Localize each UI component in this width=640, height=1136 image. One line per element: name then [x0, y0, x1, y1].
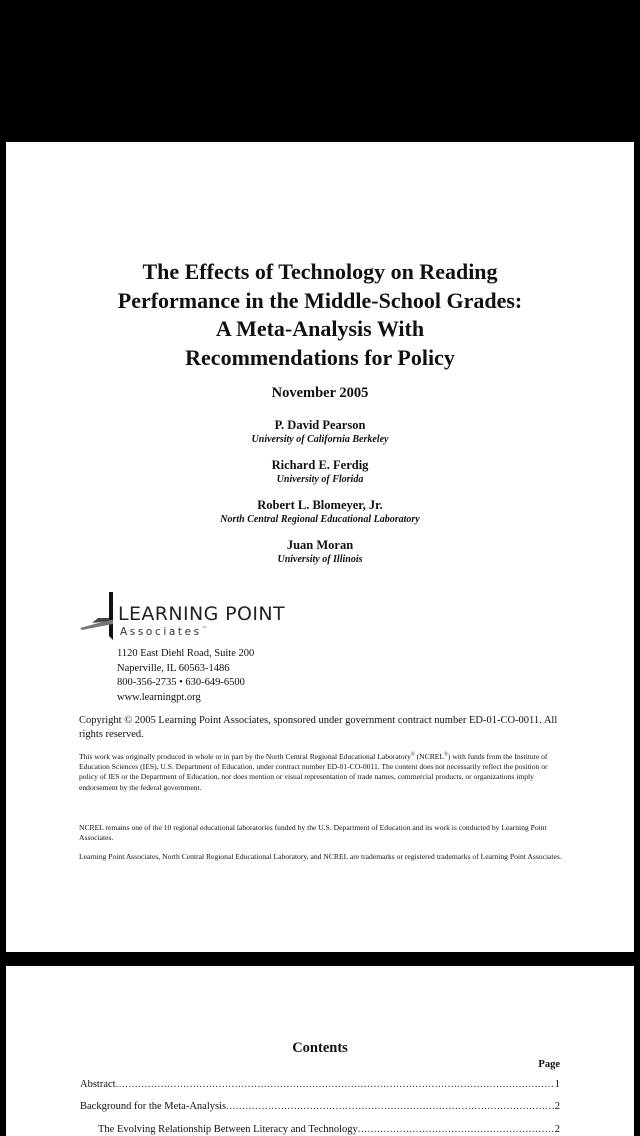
logo-subtitle-text: Associates — [120, 626, 202, 638]
author-block — [6, 418, 634, 446]
report-title — [6, 258, 634, 372]
title-line: A Meta-Analysis With — [215, 316, 425, 341]
trademark-note: Learning Point Associates, North Central Regional Educational Laboratory, and NCREL are trademarks or registered trademarks of Learning Point Associates. — [79, 852, 562, 861]
author-name: Robert L. Blomeyer, Jr. — [257, 498, 383, 512]
author-name: P. David Pearson — [274, 418, 366, 432]
website-link[interactable]: www.learningpt.org — [117, 691, 201, 703]
copyright-notice: Copyright © 2005 Learning Point Associates, sponsored under government contract number ED-01-CO-0011. All rights reserved. — [79, 715, 558, 740]
logo-wordmark: LEARNING POINT — [118, 603, 286, 625]
toc-entry-page: 2 — [554, 1101, 560, 1112]
disclaimer-paragraph — [79, 752, 563, 793]
registered-mark: ® — [444, 752, 448, 758]
cover-page — [6, 142, 634, 952]
toc-entry-page: 1 — [554, 1079, 560, 1090]
toc-leader-dots — [226, 1100, 555, 1114]
author-affiliation: University of California Berkeley — [251, 434, 389, 445]
contents-page — [6, 966, 634, 1136]
toc-entry[interactable] — [98, 1123, 560, 1136]
address-block — [117, 647, 254, 705]
contents-heading: Contents — [292, 1040, 348, 1056]
title-line: Recommendations for Policy — [185, 344, 455, 370]
author-affiliation: University of Illinois — [277, 554, 363, 565]
learning-point-logo — [78, 590, 318, 642]
toc-entry[interactable] — [80, 1100, 560, 1114]
toc-entry-title: The Evolving Relationship Between Literacy and Technology — [98, 1124, 358, 1135]
toc-entry-title: Background for the Meta-Analysis — [80, 1101, 227, 1112]
toc-entry-page: 2 — [554, 1124, 560, 1135]
disclaimer-text: This work was originally produced in whole or in part by the North Central Regional Educational Laboratory — [79, 752, 411, 761]
address-line: Naperville, IL 60563-1486 — [117, 662, 230, 674]
author-block — [6, 458, 634, 486]
author-name: Juan Moran — [286, 538, 354, 552]
toc-entry-title: Abstract — [80, 1079, 116, 1090]
author-name: Richard E. Ferdig — [271, 458, 369, 472]
address-line: 1120 East Diehl Road, Suite 200 — [117, 648, 255, 659]
phone-line: 800-356-2735 • 630-649-6500 — [117, 677, 245, 688]
title-line: Performance in the Middle-School Grades: — [117, 287, 523, 313]
toc-leader-dots — [116, 1078, 555, 1092]
registered-mark: ® — [410, 752, 415, 758]
author-block — [6, 538, 634, 566]
disclaimer-text: ) with funds from the Institute of Education Sciences (IES), U.S. Department of Education, under contract number ED-01-CO-0011. The content does not necessarily reflect the position or policy of IES or the Department of Education, nor does mention or visual representation of trade names, commercial products, or organizations imply endorsement by the federal government. — [79, 752, 548, 792]
page-column-label: Page — [538, 1059, 560, 1070]
logo-subtitle — [120, 626, 207, 638]
ncrel-note: NCREL remains one of the 10 regional educational laboratories funded by the U.S. Department of Education and its work is conducted by Learning Point Associates. — [79, 823, 547, 843]
title-line: The Effects of Technology on Reading — [142, 259, 498, 284]
author-affiliation: North Central Regional Educational Laboratory — [220, 514, 420, 525]
publication-date: November 2005 — [271, 385, 369, 401]
toc-entry[interactable] — [80, 1078, 560, 1092]
trademark-symbol: ™ — [201, 626, 207, 632]
toc-leader-dots — [358, 1123, 555, 1136]
star-logo-icon — [78, 590, 118, 642]
author-block — [6, 498, 634, 526]
disclaimer-text: (NCREL — [414, 752, 445, 761]
author-affiliation: University of Florida — [276, 474, 364, 485]
